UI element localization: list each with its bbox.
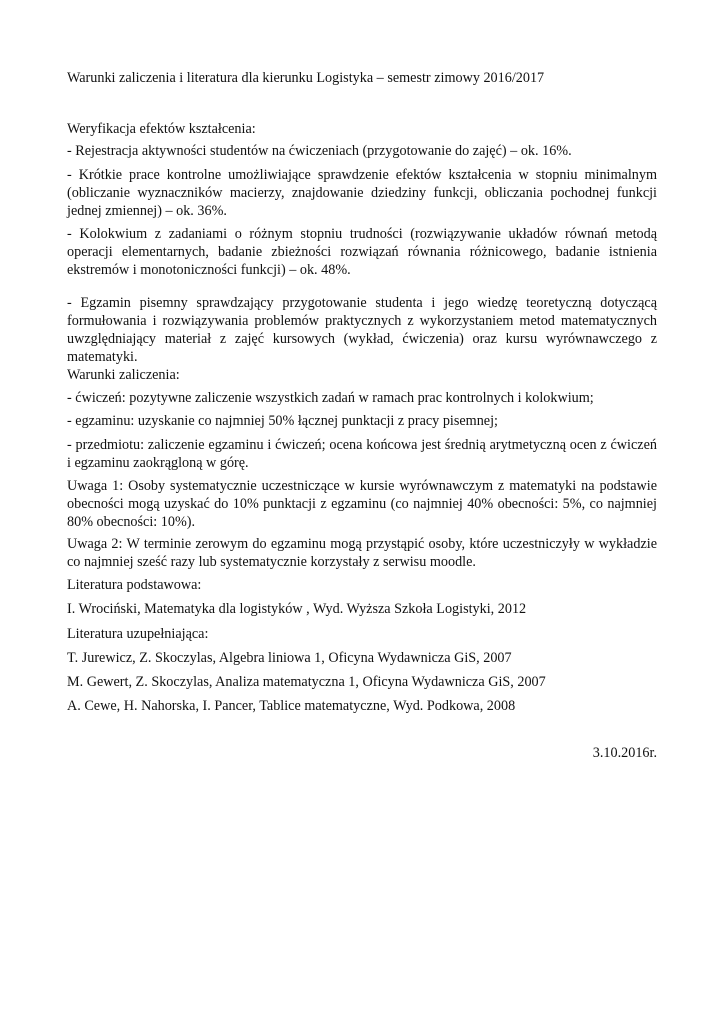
literature-basic-heading: Literatura podstawowa: (67, 577, 202, 593)
conditions-item: - ćwiczeń: pozytywne zaliczenie wszystkich zadań w ramach prac kontrolnych i kolokwium; (67, 390, 594, 406)
conditions-item: - przedmiotu: zaliczenie egzaminu i ćwiczeń; ocena końcowa jest średnią arytmetyczną ocen z ćwiczeń i egzaminu zaokrągloną w górę. (67, 437, 657, 471)
literature-item: M. Gewert, Z. Skoczylas, Analiza matematyczna 1, Oficyna Wydawnicza GiS, 2007 (67, 674, 546, 690)
verification-item: - Kolokwium z zadaniami o różnym stopniu trudności (rozwiązywanie układów równań metodą operacji elementarnych, badanie zbieżności rozwiązań równania różnicowego, badanie istnienia ekstremów i monotoniczności funkcji) – ok. 48%. (67, 226, 657, 278)
document-page (67, 0, 657, 1024)
verification-item: - Rejestracja aktywności studentów na ćwiczeniach (przygotowanie do zajęć) – ok. 16%. (67, 143, 572, 159)
verification-item: - Egzamin pisemny sprawdzający przygotowanie studenta i jego wiedzę teoretyczną dotyczącą formułowania i rozwiązywania problemów praktycznych z wykorzystaniem metod matematycznych uwzględniający materiał z zajęć kursowych (wykład, ćwiczenia) oraz kursu wyrównawczego z matematyki. (67, 295, 657, 365)
verification-heading: Weryfikacja efektów kształcenia: (67, 121, 256, 137)
note-1: Uwaga 1: Osoby systematycznie uczestniczące w kursie wyrównawczym z matematyki na podstawie obecności mogą uzyskać do 10% punktacji z egzaminu (co najmniej 40% obecności: 5%, co najmniej 80% obecności: 10%). (67, 478, 657, 530)
conditions-item: - egzaminu: uzyskanie co najmniej 50% łącznej punktacji z pracy pisemnej; (67, 413, 498, 429)
literature-item: T. Jurewicz, Z. Skoczylas, Algebra liniowa 1, Oficyna Wydawnicza GiS, 2007 (67, 650, 512, 666)
literature-supplementary-heading: Literatura uzupełniająca: (67, 626, 209, 642)
literature-item: I. Wrociński, Matematyka dla logistyków , Wyd. Wyższa Szkoła Logistyki, 2012 (67, 601, 527, 617)
verification-item: - Krótkie prace kontrolne umożliwiające sprawdzenie efektów kształcenia w stopniu minimalnym (obliczanie wyznaczników macierzy, znajdowanie dziedziny funkcji, obliczania pochodnej funkcji jednej zmiennej) – ok. 36%. (67, 167, 657, 219)
conditions-heading: Warunki zaliczenia: (67, 367, 180, 383)
document-title: Warunki zaliczenia i literatura dla kierunku Logistyka – semestr zimowy 2016/2017 (67, 70, 545, 86)
literature-item: A. Cewe, H. Nahorska, I. Pancer, Tablice matematyczne, Wyd. Podkowa, 2008 (67, 698, 516, 714)
document-date: 3.10.2016r. (592, 745, 657, 761)
note-2: Uwaga 2: W terminie zerowym do egzaminu mogą przystąpić osoby, które uczestniczyły w wykładzie co najmniej sześć razy lub systematycznie korzystały z serwisu moodle. (67, 536, 657, 570)
